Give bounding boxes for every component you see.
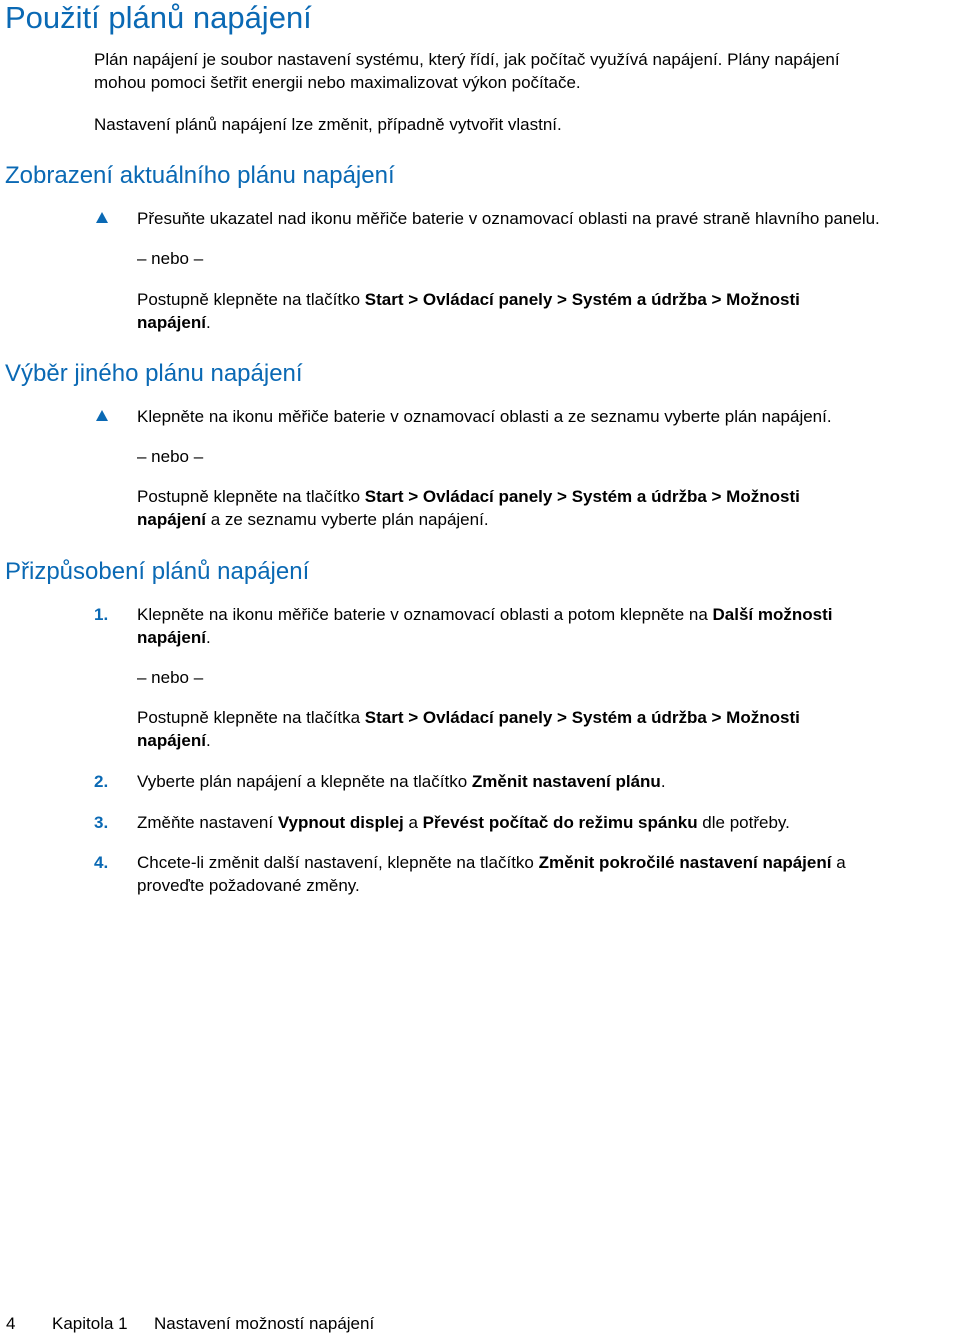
bullet-triangle-icon (96, 212, 108, 223)
step-1-alt-line-2: napájení. (137, 731, 211, 750)
step-1-alt-line-1: Postupně klepněte na tlačítka Start > Ovládací panely > Systém a údržba > Možnosti (137, 708, 800, 727)
intro-paragraph-line-2: mohou pomoci šetřit energii nebo maximalizovat výkon počítače. (94, 73, 581, 92)
step-4-line-2: proveďte požadované změny. (137, 876, 360, 895)
step-number: 4. (94, 853, 109, 872)
current-plan-alt-line-1: Postupně klepněte na tlačítko Start > Ovládací panely > Systém a údržba > Možnosti (137, 290, 800, 309)
step-2: Vyberte plán napájení a klepněte na tlačítko Změnit nastavení plánu. (137, 772, 666, 791)
step-number: 1. (94, 605, 109, 624)
step-4-line-1: Chcete-li změnit další nastavení, klepněte na tlačítko Změnit pokročilé nastavení napájení a (137, 853, 846, 872)
page-title: Použití plánů napájení (5, 0, 312, 35)
current-plan-alt-line-2: napájení. (137, 313, 211, 332)
select-plan-alt-line-1: Postupně klepněte na tlačítko Start > Ovládací panely > Systém a údržba > Možnosti (137, 487, 800, 506)
intro-paragraph-line-1: Plán napájení je soubor nastavení systému, který řídí, jak počítač využívá napájení. Plány napájení (94, 50, 840, 69)
intro-paragraph-2: Nastavení plánů napájení lze změnit, případně vytvořit vlastní. (94, 115, 562, 134)
select-plan-alt-line-2: napájení a ze seznamu vyberte plán napájení. (137, 510, 489, 529)
step-number: 3. (94, 813, 109, 832)
step-number: 2. (94, 772, 109, 791)
step-1-line-2: napájení. (137, 628, 211, 647)
or-separator: – nebo – (137, 249, 204, 268)
current-plan-bullet: Přesuňte ukazatel nad ikonu měřiče baterie v oznamovací oblasti na pravé straně hlavního panelu. (137, 209, 880, 228)
section-heading-customize-plans: Přizpůsobení plánů napájení (5, 558, 310, 585)
step-3: Změňte nastavení Vypnout displej a Převést počítač do režimu spánku dle potřeby. (137, 813, 790, 832)
footer-chapter: Kapitola 1 (52, 1314, 128, 1333)
bullet-triangle-icon (96, 410, 108, 421)
page-number: 4 (6, 1314, 16, 1333)
or-separator: – nebo – (137, 447, 204, 466)
footer-chapter-title: Nastavení možností napájení (154, 1314, 375, 1333)
section-heading-select-plan: Výběr jiného plánu napájení (5, 360, 303, 387)
select-plan-bullet: Klepněte na ikonu měřiče baterie v oznamovací oblasti a ze seznamu vyberte plán napájení. (137, 407, 832, 426)
section-heading-current-plan: Zobrazení aktuálního plánu napájení (5, 162, 395, 189)
or-separator: – nebo – (137, 668, 204, 687)
step-1-line-1: Klepněte na ikonu měřiče baterie v oznamovací oblasti a potom klepněte na Další možnosti (137, 605, 833, 624)
